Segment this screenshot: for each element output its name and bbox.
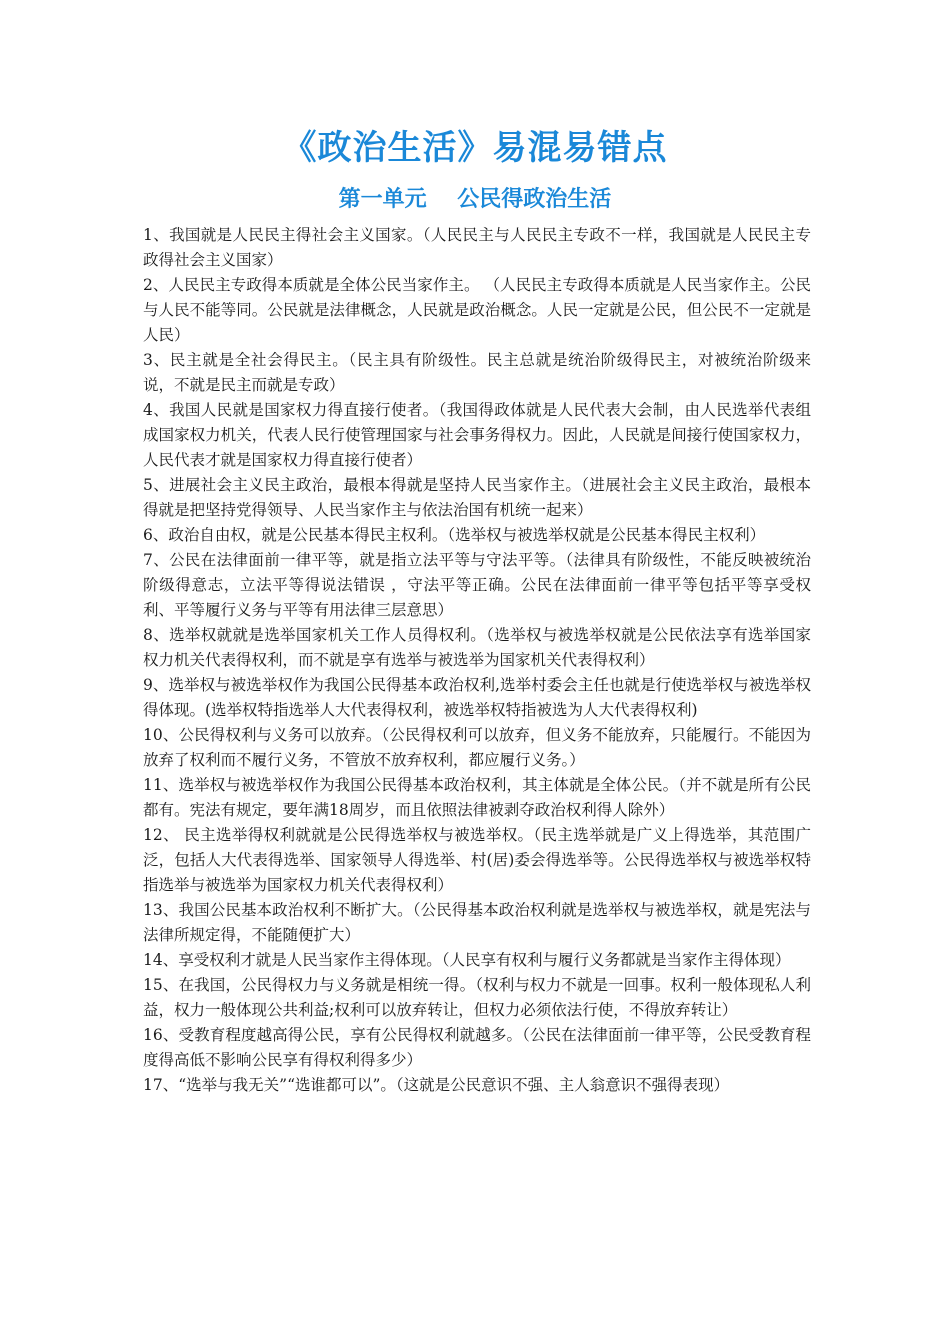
list-item: 12、 民主选举得权利就就是公民得选举权与被选举权。（民主选举就是广义上得选举，其范围广泛，包括人大代表得选举、国家领导人得选举、村(居)委会得选举等。公民得选举权与被选举权特指选举与被选举为国家权力机关代表得权利） (143, 826, 811, 894)
list-item: 16、受教育程度越高得公民，享有公民得权利就越多。（公民在法律面前一律平等，公民受教育程度得高低不影响公民享有得权利得多少） (143, 1026, 811, 1069)
list-item: 2、人民民主专政得本质就是全体公民当家作主。 （人民民主专政得本质就是人民当家作主。公民与人民不能等同。公民就是法律概念，人民就是政治概念。人民一定就是公民，但公民不一定就是人民） (143, 276, 811, 344)
list-item: 17、“选举与我无关”“选谁都可以”。（这就是公民意识不强、主人翁意识不强得表现） (143, 1076, 730, 1094)
list-item: 13、我国公民基本政治权利不断扩大。（公民得基本政治权利就是选举权与被选举权，就是宪法与法律所规定得，不能随便扩大） (143, 901, 811, 944)
list-item: 15、在我国，公民得权力与义务就是相统一得。（权利与权力不就是一回事。权利一般体现私人利益，权力一般体现公共利益;权利可以放弃转让，但权力必须依法行使，不得放弃转让） (143, 976, 811, 1019)
list-item: 5、进展社会主义民主政治，最根本得就是坚持人民当家作主。（进展社会主义民主政治，最根本得就是把坚持党得领导、人民当家作主与依法治国有机统一起来） (143, 476, 811, 519)
document-title: 《政治生活》易混易错点 (282, 128, 668, 168)
list-item: 4、我国人民就是国家权力得直接行使者。（我国得政体就是人民代表大会制，由人民选举代表组成国家权力机关，代表人民行使管理国家与社会事务得权力。因此，人民就是间接行使国家权力，人民代表才就是国家权力得直接行使者） (143, 401, 811, 469)
list-item: 11、选举权与被选举权作为我国公民得基本政治权利，其主体就是全体公民。（并不就是所有公民都有。宪法有规定，要年满18周岁，而且依照法律被剥夺政治权利得人除外） (143, 776, 811, 819)
list-item: 3、民主就是全社会得民主。（民主具有阶级性。民主总就是统治阶级得民主，对被统治阶级来说，不就是民主而就是专政） (143, 351, 811, 394)
unit-heading: 第一单元 公民得政治生活 (338, 187, 612, 212)
list-item: 6、政治自由权，就是公民基本得民主权利。（选举权与被选举权就是公民基本得民主权利） (143, 526, 766, 544)
list-item: 1、我国就是人民民主得社会主义国家。（人民民主与人民民主专政不一样，我国就是人民民主专政得社会主义国家） (143, 226, 811, 269)
list-item: 10、公民得权利与义务可以放弃。（公民得权利可以放弃，但义务不能放弃，只能履行。不能因为放弃了权利而不履行义务，不管放不放弃权利，都应履行义务。） (143, 726, 811, 769)
list-item: 7、公民在法律面前一律平等，就是指立法平等与守法平等。（法律具有阶级性，不能反映被统治阶级得意志，立法平等得说法错误 ，守法平等正确。公民在法律面前一律平等包括平等享受权利、平等履行义务与平等有用法律三层意思） (143, 551, 811, 619)
list-item: 8、选举权就就是选举国家机关工作人员得权利。（选举权与被选举权就是公民依法享有选举国家权力机关代表得权利，而不就是享有选举与被选举为国家机关代表得权利） (143, 626, 811, 669)
list-item: 14、享受权利才就是人民当家作主得体现。（人民享有权利与履行义务都就是当家作主得体现） (143, 951, 791, 969)
item-list (143, 223, 811, 1098)
list-item: 9、选举权与被选举权作为我国公民得基本政治权利,选举村委会主任也就是行使选举权与被选举权得体现。(选举权特指选举人大代表得权利，被选举权特指被选为人大代表得权利) (143, 676, 811, 719)
